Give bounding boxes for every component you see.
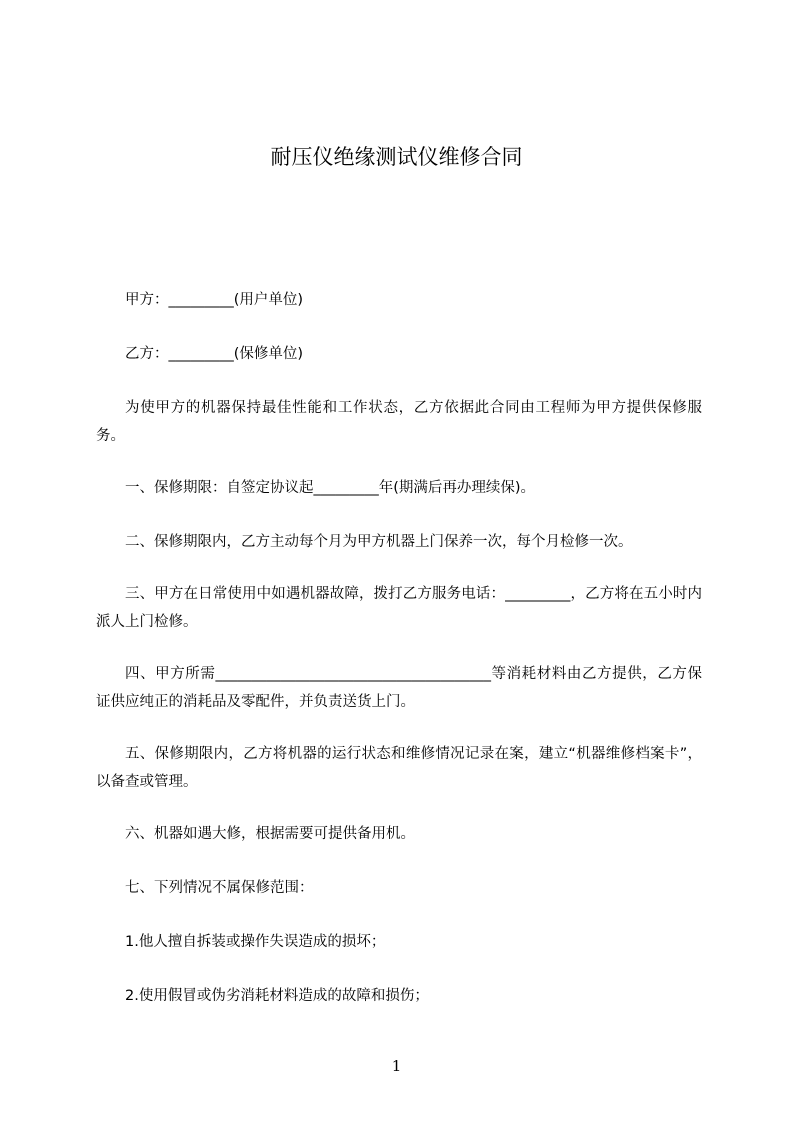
page-number: 1 [391,1057,402,1075]
party-a-line: 甲方：_________(用户单位) [125,292,304,308]
document-title: 耐压仪绝缘测试仪维修合同 [270,145,523,169]
clause-4-consumables: 四、甲方所需______________________________________等消耗材料由乙方提供，乙方保证供应纯正的消耗品及零配件，并负责送货上门。 [96,666,702,710]
clause-5-records: 五、保修期限内，乙方将机器的运行状态和维修情况记录在案，建立“机器维修档案卡”，以备查或管理。 [96,746,702,790]
clause-3-repair-call: 三、甲方在日常使用中如遇机器故障，拨打乙方服务电话：_________，乙方将在五小时内派人上门检修。 [96,586,702,630]
clause-2-maintenance: 二、保修期限内，乙方主动每个月为甲方机器上门保养一次，每个月检修一次。 [125,534,633,550]
clause-7-item-2: 2.使用假冒或伪劣消耗材料造成的故障和损伤； [125,988,429,1004]
clause-7-exclusions: 七、下列情况不属保修范围： [125,880,314,896]
party-b-line: 乙方：_________(保修单位) [125,346,304,362]
clause-6-backup-machine: 六、机器如遇大修，根据需要可提供备用机。 [125,826,415,842]
intro-paragraph: 为使甲方的机器保持最佳性能和工作状态，乙方依据此合同由工程师为甲方提供保修服务。 [96,400,702,444]
clause-7-item-1: 1.他人擅自拆装或操作失误造成的损坏； [125,934,386,950]
clause-1-warranty-period: 一、保修期限：自签定协议起_________年(期满后再办理续保)。 [125,480,536,496]
